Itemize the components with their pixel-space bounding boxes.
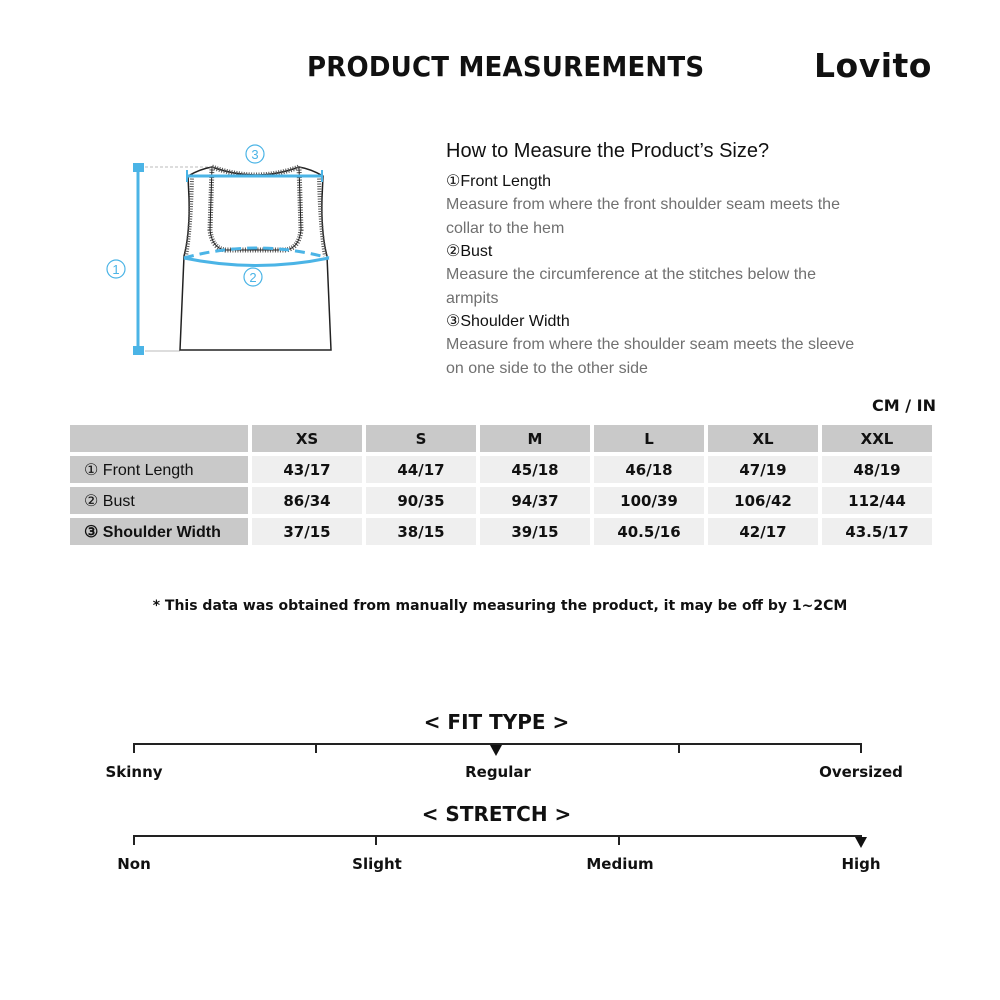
table-cell: 43.5/17 <box>822 518 932 545</box>
table-cell: 39/15 <box>480 518 590 545</box>
header-cell-xxl: XXL <box>822 425 932 452</box>
header-cell-xs: XS <box>252 425 362 452</box>
table-cell: 46/18 <box>594 456 704 483</box>
table-row <box>70 456 932 483</box>
item-desc: on one side to the other side <box>446 360 648 377</box>
fit-type-title: < FIT TYPE > <box>423 710 570 734</box>
table-cell: 112/44 <box>822 487 932 514</box>
table-header-row <box>70 425 932 452</box>
table-cell: 38/15 <box>366 518 476 545</box>
table-cell: 86/34 <box>252 487 362 514</box>
item-desc: armpits <box>446 290 499 307</box>
item-desc: Measure from where the shoulder seam meets the sleeve <box>446 336 855 353</box>
row-label-shoulder-width: ③ Shoulder Width <box>70 518 248 545</box>
fit-tick <box>133 743 135 753</box>
stretch-label-high: High <box>841 855 881 873</box>
fit-label-regular: Regular <box>465 763 531 781</box>
table-cell: 47/19 <box>708 456 818 483</box>
fit-tick <box>678 743 680 753</box>
label-2: 2 <box>249 270 257 285</box>
table-cell: 42/17 <box>708 518 818 545</box>
table-row <box>70 487 932 514</box>
item-desc: collar to the hem <box>446 220 565 237</box>
label-3: 3 <box>251 147 259 162</box>
header-cell-s: S <box>366 425 476 452</box>
stretch-title: < STRETCH > <box>421 802 572 826</box>
table-cell: 37/15 <box>252 518 362 545</box>
table-cell: 44/17 <box>366 456 476 483</box>
item-desc: Measure the circumference at the stitches below the <box>446 266 816 283</box>
fit-label-oversized: Oversized <box>819 763 903 781</box>
size-table <box>66 421 936 549</box>
fit-tick <box>860 743 862 753</box>
how-to-item-shoulder-width <box>446 311 916 381</box>
label-1: 1 <box>112 262 120 277</box>
brand-logo: Lovito <box>814 46 932 85</box>
table-row <box>70 518 932 545</box>
table-cell: 48/19 <box>822 456 932 483</box>
table-cell: 106/42 <box>708 487 818 514</box>
page-title: PRODUCT MEASUREMENTS <box>307 50 705 83</box>
stretch-label-slight: Slight <box>352 855 402 873</box>
table-cell: 45/18 <box>480 456 590 483</box>
table-cell: 94/37 <box>480 487 590 514</box>
header-cell-l: L <box>594 425 704 452</box>
stretch-scale-line <box>133 835 862 837</box>
table-cell: 90/35 <box>366 487 476 514</box>
row-label-bust: ② Bust <box>70 487 248 514</box>
item-title: ③Shoulder Width <box>446 313 570 330</box>
row-label-front-length: ① Front Length <box>70 456 248 483</box>
unit-label: CM / IN <box>872 396 936 415</box>
table-cell: 43/17 <box>252 456 362 483</box>
tank-top-diagram-icon <box>100 138 350 368</box>
how-to-heading: How to Measure the Product’s Size? <box>446 140 770 162</box>
item-title: ②Bust <box>446 243 493 260</box>
how-to-measure-section <box>446 140 916 381</box>
table-cell: 100/39 <box>594 487 704 514</box>
item-desc: Measure from where the front shoulder seam meets the <box>446 196 840 213</box>
how-to-item-bust <box>446 241 916 311</box>
fit-label-skinny: Skinny <box>105 763 163 781</box>
stretch-label-medium: Medium <box>586 855 654 873</box>
stretch-selected-marker-icon <box>855 837 867 848</box>
fit-tick <box>315 743 317 753</box>
stretch-label-non: Non <box>117 855 151 873</box>
fit-type-selected-marker-icon <box>490 745 502 756</box>
header-cell-empty <box>70 425 248 452</box>
measurement-diagram <box>100 138 350 368</box>
item-title: ①Front Length <box>446 173 552 190</box>
header-cell-xl: XL <box>708 425 818 452</box>
stretch-tick <box>133 835 135 845</box>
stretch-tick <box>375 835 377 845</box>
table-cell: 40.5/16 <box>594 518 704 545</box>
how-to-item-front-length <box>446 171 916 241</box>
header-cell-m: M <box>480 425 590 452</box>
disclaimer-note: * This data was obtained from manually measuring the product, it may be off by 1~2CM <box>152 598 848 614</box>
stretch-tick <box>618 835 620 845</box>
